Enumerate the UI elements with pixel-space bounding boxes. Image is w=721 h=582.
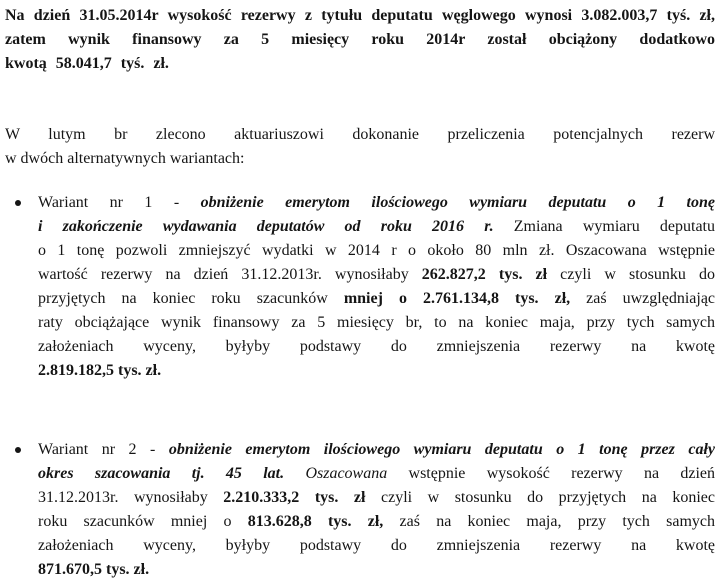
text-segment: Na dzień 31.05.2014r wysokość rezerwy z tytułu deputatu węglowego wynosi 3.082.003,7 tyś. zł, (5, 7, 715, 24)
text-line (5, 4, 715, 28)
text-segment: o 1 tonę pozwoli zmniejszyć wydatki w 2014 r o około 80 mln zł. Oszacowana wstępnie (38, 242, 715, 259)
text-segment: Zmiana wymiaru deputatu (513, 218, 715, 235)
text-line (38, 215, 715, 239)
text-line (5, 147, 715, 171)
text-line (38, 486, 715, 510)
text-segment: 31.12.2013r. wynosiłaby (38, 489, 224, 506)
text-segment: zaś na koniec maja, przy tych samych (383, 513, 716, 530)
text-line (38, 335, 715, 359)
text-segment: 2.210.333,2 tys. zł (223, 489, 366, 506)
text-segment: zaś uwzględniając (570, 290, 716, 307)
text-line (38, 462, 715, 486)
text-segment: roku szacunków mniej o (38, 513, 248, 530)
text-segment: zatem wynik finansowy za 5 miesięcy roku 2014r został obciążony dodatkowo (5, 31, 715, 48)
text-segment: 813.628,8 tys. zł, (247, 513, 384, 530)
reserve-summary-paragraph (5, 4, 715, 76)
text-segment: założeniach wyceny, byłyby podstawy do zmniejszenia rezerwy na kwotę (38, 537, 715, 554)
text-segment: założeniach wyceny, byłyby podstawy do zmniejszenia rezerwy na kwotę (38, 338, 715, 355)
text-segment: wartość rezerwy na dzień 31.12.2013r. wynosiłaby (38, 266, 422, 283)
bullet-icon (15, 200, 21, 206)
variant-2-item (5, 438, 715, 582)
text-segment: kwotą 58.041,7 tyś. zł. (5, 55, 169, 72)
variant-1-item (5, 191, 715, 383)
text-line (38, 191, 715, 215)
text-line (38, 287, 715, 311)
text-line (38, 359, 715, 383)
text-segment: okres szacowania tj. 45 lat. (38, 465, 306, 482)
text-line (38, 263, 715, 287)
text-segment: Wariant nr 1 - (38, 194, 201, 211)
text-segment: 262.827,2 tys. zł (421, 266, 548, 283)
text-line (5, 123, 715, 147)
text-segment: i zakończenie wydawania deputatów od roku 2016 r. (38, 218, 514, 235)
text-segment: raty obciążające wynik finansowy za 5 miesięcy br, to na koniec maja, przy tych samych (38, 314, 715, 331)
text-segment: 871.670,5 tys. zł. (38, 561, 150, 578)
text-segment: obniżenie emerytom ilościowego wymiaru deputatu o 1 tonę (200, 194, 715, 211)
text-segment: Wariant nr 2 - (38, 441, 169, 458)
text-segment: mniej o 2.761.134,8 tys. zł, (343, 290, 571, 307)
bullet-icon (15, 447, 21, 453)
text-line (38, 510, 715, 534)
text-line (38, 558, 715, 582)
text-line (38, 311, 715, 335)
text-line (38, 239, 715, 263)
text-segment: wstępnie wysokość rezerwy na dzień (387, 465, 716, 482)
text-line (5, 28, 715, 52)
text-line (5, 52, 715, 76)
text-line (38, 438, 715, 462)
text-segment: czyli w stosunku do (547, 266, 716, 283)
text-segment: Oszacowana (305, 465, 388, 482)
text-segment: obniżenie emerytom ilościowego wymiaru deputatu o 1 tonę przez cały (168, 441, 715, 458)
text-segment: 2.819.182,5 tys. zł. (38, 362, 162, 379)
text-segment: w dwóch alternatywnych wariantach: (5, 150, 245, 167)
text-segment: czyli w stosunku do przyjętych na koniec (365, 489, 715, 506)
actuary-order-paragraph (5, 123, 715, 171)
document-body (5, 4, 715, 582)
text-line (38, 534, 715, 558)
text-segment: W lutym br zlecono aktuariuszowi dokonanie przeliczenia potencjalnych rezerw (5, 126, 715, 143)
text-segment: przyjętych na koniec roku szacunków (38, 290, 344, 307)
